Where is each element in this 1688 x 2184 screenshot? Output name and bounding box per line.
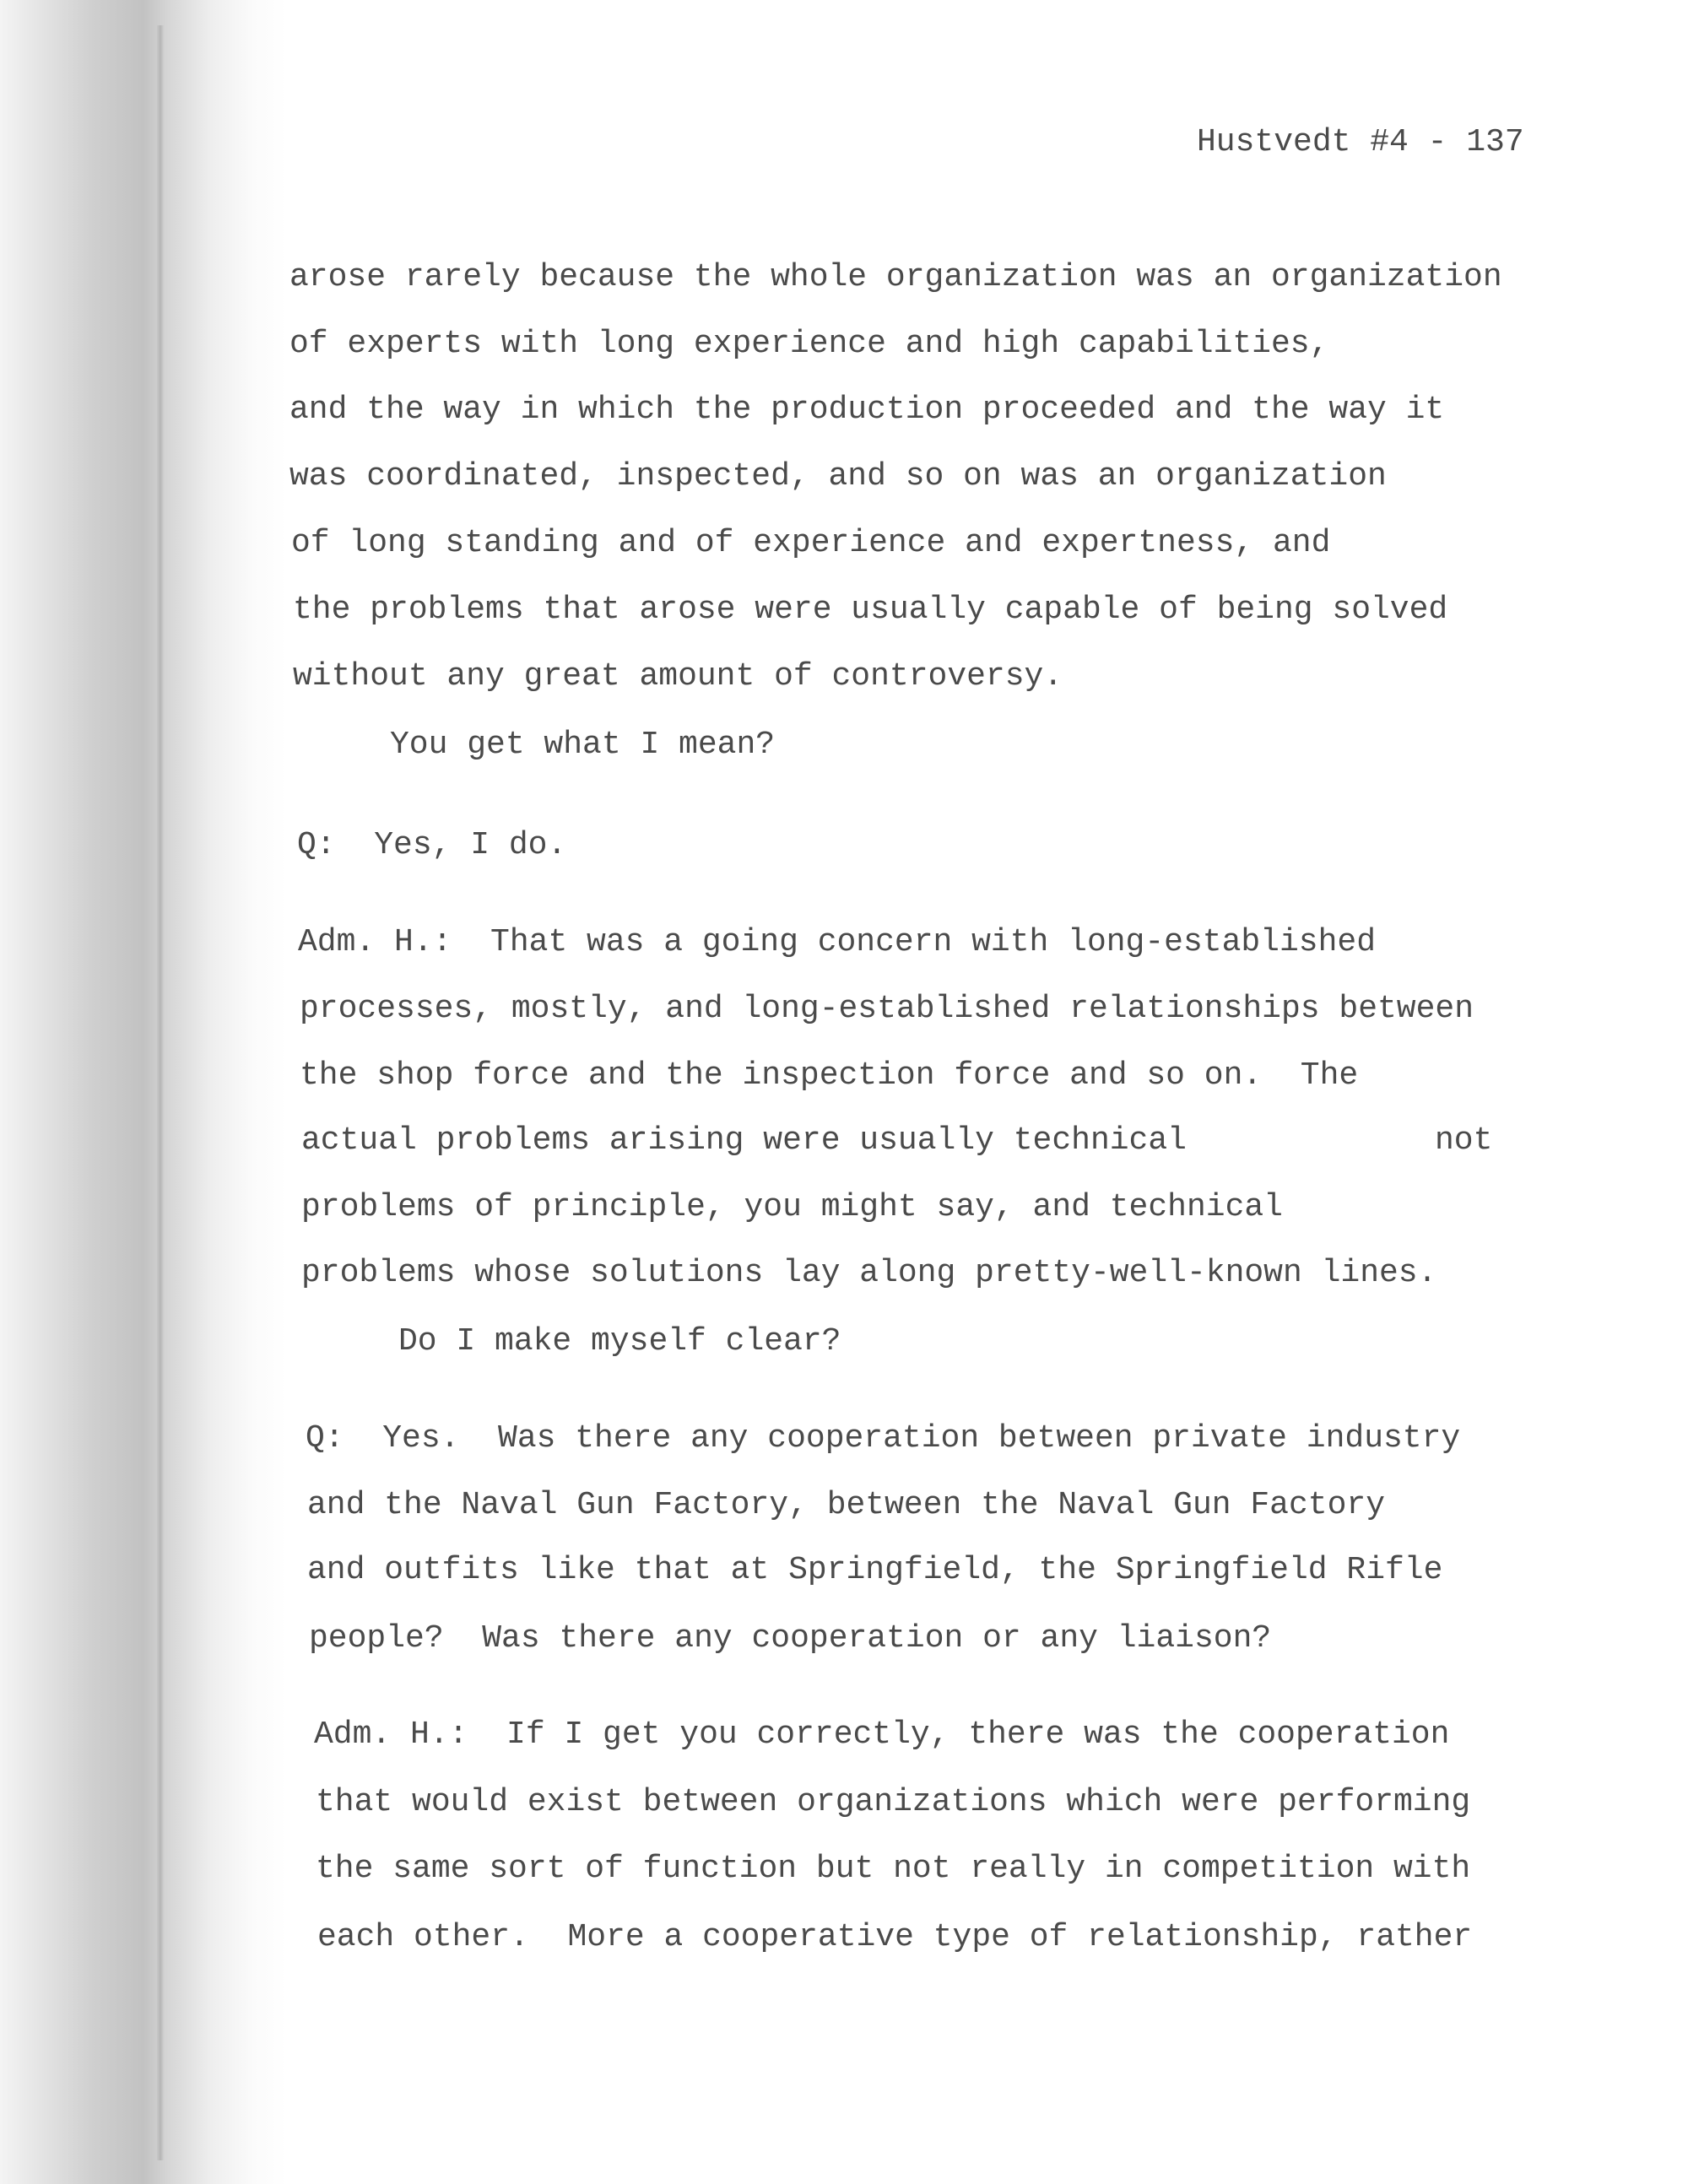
text-line: people? Was there any cooperation or any liaison? (309, 1620, 1272, 1657)
text-line: the same sort of function but not really in competition with (316, 1851, 1471, 1887)
page-header: Hustvedt #4 - 137 (1197, 124, 1524, 160)
text-line: and outfits like that at Springfield, the Springfield Rifle (307, 1552, 1443, 1588)
text-fragment: not (1435, 1122, 1493, 1159)
text-line: was coordinated, inspected, and so on was an organization (289, 458, 1387, 495)
text-line: arose rarely because the whole organization was an organization (289, 259, 1502, 295)
scan-binding-shadow (0, 0, 287, 2184)
text-line: You get what I mean? (390, 727, 776, 763)
page-fold (157, 25, 164, 2160)
speaker-line-adm: Adm. H.: If I get you correctly, there was the cooperation (314, 1716, 1450, 1753)
speaker-line-q: Q: Yes. Was there any cooperation between private industry (306, 1420, 1461, 1457)
text-line: processes, mostly, and long-established relationships between (300, 991, 1474, 1027)
text-line: problems whose solutions lay along pretty-well-known lines. (301, 1255, 1437, 1291)
text-line: of experts with long experience and high capabilities, (289, 326, 1329, 362)
text-line: of long standing and of experience and expertness, and (291, 525, 1331, 561)
text-line: that would exist between organizations which were performing (316, 1784, 1471, 1820)
text-line: and the Naval Gun Factory, between the Naval Gun Factory (307, 1487, 1386, 1523)
text-line: and the way in which the production proceeded and the way it (289, 392, 1445, 428)
text-line: Do I make myself clear? (398, 1323, 841, 1360)
text-line: actual problems arising were usually technical (301, 1122, 1187, 1159)
text-line: without any great amount of controversy. (293, 658, 1063, 695)
text-line: each other. More a cooperative type of relationship, rather (317, 1919, 1473, 1955)
speaker-line-adm: Adm. H.: That was a going concern with long-established (298, 924, 1377, 960)
text-line: the problems that arose were usually capable of being solved (293, 592, 1448, 628)
text-line: the shop force and the inspection force and so on. The (300, 1057, 1359, 1094)
text-line: problems of principle, you might say, and technical (301, 1189, 1283, 1225)
speaker-line-q: Q: Yes, I do. (297, 827, 567, 863)
